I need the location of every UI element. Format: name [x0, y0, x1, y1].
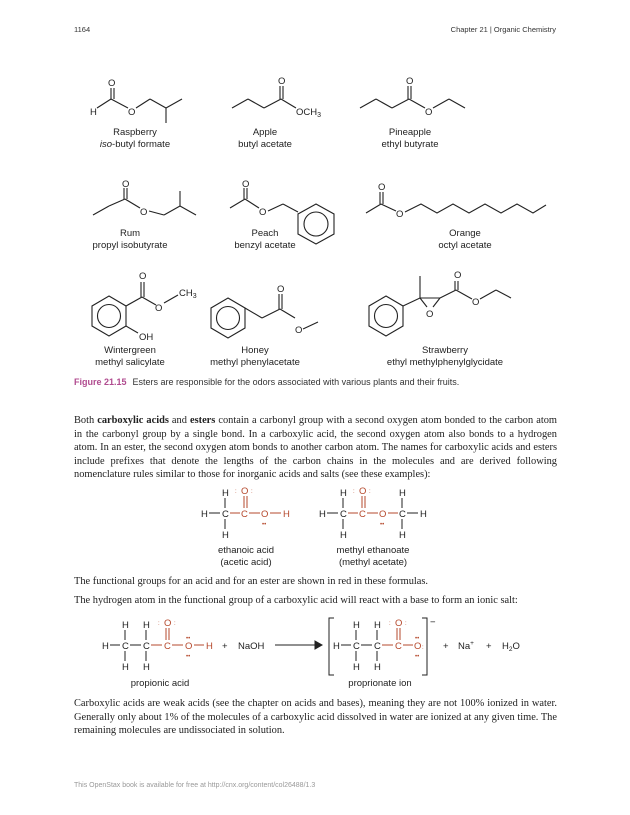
- svg-text::: :: [174, 621, 176, 627]
- svg-text:O: O: [278, 76, 286, 87]
- svg-text:O: O: [472, 297, 480, 308]
- svg-text:C: C: [395, 641, 402, 652]
- svg-text:O: O: [396, 209, 404, 220]
- svg-text:O: O: [395, 618, 403, 629]
- label-apple: Apple butyl acetate: [238, 127, 292, 150]
- svg-text:H: H: [90, 107, 97, 118]
- svg-text:C: C: [399, 509, 406, 520]
- svg-text:H: H: [374, 620, 381, 631]
- page-number: 1164: [74, 25, 91, 34]
- ester-structures-figure: [0, 0, 630, 375]
- structure-apple: [232, 76, 321, 119]
- svg-text:H: H: [143, 662, 150, 673]
- svg-text:−: −: [430, 617, 436, 628]
- paragraph-functional-groups: The functional groups for an acid and for an ester are shown in red in these formulas.: [74, 576, 429, 587]
- svg-text:+: +: [486, 641, 492, 652]
- svg-text:OH: OH: [139, 332, 154, 343]
- svg-text:C: C: [374, 641, 381, 652]
- svg-text:O: O: [242, 179, 250, 190]
- svg-text:H: H: [222, 488, 229, 499]
- svg-text:H: H: [201, 509, 208, 520]
- page-footer: This OpenStax book is available for free at http://cnx.org/content/col26488/1.3: [74, 782, 316, 789]
- svg-text:O: O: [122, 179, 130, 190]
- svg-text::: :: [251, 489, 253, 495]
- svg-text:H: H: [399, 530, 406, 541]
- svg-text:H: H: [222, 530, 229, 541]
- label-strawberry: Strawberry ethyl methylphenylglycidate: [386, 345, 504, 368]
- svg-text:H2O: $H_2O$: [502, 641, 520, 653]
- paragraph-ionic-salt: The hydrogen atom in the functional group of a carboxylic acid will react with a base to form an ionic salt:: [74, 595, 518, 606]
- svg-text:H: H: [340, 530, 347, 541]
- structure-wintergreen: [92, 271, 197, 343]
- svg-text:O: O: [295, 325, 303, 336]
- svg-text:H: H: [353, 662, 360, 673]
- svg-text:H: H: [319, 509, 326, 520]
- svg-text:H: H: [143, 620, 150, 631]
- svg-text:H: H: [420, 509, 427, 520]
- label-ethanoic-acid: ethanoic acid (acetic acid): [218, 545, 274, 568]
- svg-text:O: O: [108, 78, 116, 89]
- svg-text:H: H: [283, 509, 290, 520]
- label-honey: Honey methyl phenylacetate: [210, 345, 300, 368]
- svg-text:O: O: [259, 207, 267, 218]
- svg-text:+: +: [443, 641, 449, 652]
- svg-text:••: ••: [415, 654, 420, 660]
- label-methyl-ethanoate: methyl ethanoate (methyl acetate): [336, 545, 410, 568]
- svg-text:O: O: [378, 182, 386, 193]
- svg-text:C: C: [143, 641, 150, 652]
- svg-text:O: O: [261, 509, 269, 520]
- label-pineapple: Pineapple ethyl butyrate: [381, 127, 439, 150]
- svg-text:O: O: [406, 76, 414, 87]
- svg-text:H: H: [399, 488, 406, 499]
- svg-text:H: H: [122, 620, 129, 631]
- svg-text:O: O: [359, 486, 367, 497]
- svg-text:••: ••: [186, 636, 191, 642]
- svg-text::: :: [235, 489, 237, 495]
- ethanoic-acid-structure: [201, 486, 290, 541]
- svg-text:Na+: Na+: [458, 640, 474, 652]
- svg-text:+: +: [222, 641, 228, 652]
- svg-text:C: C: [122, 641, 129, 652]
- svg-text:C: C: [340, 509, 347, 520]
- svg-text:NaOH: NaOH: [238, 641, 265, 652]
- label-orange: Orange octyl acetate: [438, 228, 492, 251]
- svg-text::: :: [422, 645, 424, 651]
- figure-caption: [74, 377, 459, 387]
- svg-text:C: C: [164, 641, 171, 652]
- structure-honey: [211, 284, 318, 338]
- svg-text:••: ••: [262, 522, 267, 528]
- svg-text:H: H: [333, 641, 340, 652]
- svg-text:H: H: [206, 641, 213, 652]
- structure-strawberry: [369, 270, 511, 336]
- svg-text::: :: [353, 489, 355, 495]
- svg-text::: :: [369, 489, 371, 495]
- svg-text:O: O: [128, 107, 136, 118]
- label-proprionate-ion: proprionate ion: [348, 678, 412, 689]
- svg-text:H: H: [340, 488, 347, 499]
- figure-label: Figure 21.15: [74, 377, 127, 387]
- svg-text:C: C: [359, 509, 366, 520]
- svg-text::: :: [389, 621, 391, 627]
- svg-text:CH3: $CH_3$: [179, 288, 197, 300]
- svg-text:O: O: [139, 271, 147, 282]
- svg-text:C: C: [353, 641, 360, 652]
- acid-ester-examples: [0, 482, 630, 572]
- svg-text::: :: [158, 621, 160, 627]
- running-header: Chapter 21 | Organic Chemistry: [450, 25, 556, 34]
- svg-text:H: H: [122, 662, 129, 673]
- svg-text:••: ••: [380, 522, 385, 528]
- paragraph-intro: Both carboxylic acids and esters contain a carbonyl group with a second oxygen atom bonded to the carbon atom in the carbonyl group by a single bond. In a carboxylic acid, the second oxygen atom also bonds to a hydrogen atom. In an ester, the second oxygen atom bonds to another carbon atom. The names for carboxylic acids and esters include prefixes that denote the lengths of the carbon chains in the molecules and are derived following nomenclature rules similar to those for inorganic acids and salts (see these examples):: [74, 415, 557, 480]
- label-peach: Peach benzyl acetate: [234, 228, 296, 251]
- structure-orange: [366, 182, 546, 220]
- structure-rum: [93, 179, 196, 218]
- svg-text::: :: [405, 621, 407, 627]
- propionate-ion-structure: [333, 618, 424, 673]
- svg-text:O: O: [277, 284, 285, 295]
- svg-text:H: H: [374, 662, 381, 673]
- label-wintergreen: Wintergreen methyl salicylate: [95, 345, 165, 368]
- svg-text:••: ••: [415, 636, 420, 642]
- svg-text:O: O: [140, 207, 148, 218]
- svg-text:••: ••: [186, 654, 191, 660]
- paragraph-weak-acids: Carboxylic acids are weak acids (see the chapter on acids and bases), meaning they are not 100% ionized in water. Generally only about 1% of the molecules of a carboxylic acid dissolved in water are ionized at any given time. The remaining molecules are undissociated in solution.: [74, 698, 557, 736]
- caption-text: Esters are responsible for the odors associated with various plants and their fruits.: [132, 377, 460, 387]
- svg-text:O: O: [454, 270, 462, 281]
- label-propionic-acid: propionic acid: [130, 678, 190, 689]
- label-rum: Rum propyl isobutyrate: [92, 228, 168, 251]
- svg-text:O: O: [426, 309, 434, 320]
- svg-text:C: C: [222, 509, 229, 520]
- methyl-ethanoate-structure: [319, 486, 427, 541]
- svg-text:O: O: [425, 107, 433, 118]
- svg-text:O: O: [241, 486, 249, 497]
- propionic-acid-structure: [102, 618, 213, 673]
- structure-pineapple: [360, 76, 465, 118]
- svg-text:O: O: [414, 641, 422, 652]
- svg-text:O: O: [164, 618, 172, 629]
- svg-text:H: H: [353, 620, 360, 631]
- svg-text:OCH3: $OCH_3$: [296, 107, 322, 119]
- svg-text:O: O: [155, 303, 163, 314]
- reaction-scheme: [0, 613, 630, 683]
- structure-raspberry: [90, 78, 182, 123]
- svg-text:C: C: [241, 509, 248, 520]
- svg-text:O: O: [379, 509, 387, 520]
- svg-text:O: O: [185, 641, 193, 652]
- label-raspberry: Raspberry iso-butyl formate: [99, 127, 171, 150]
- svg-text:H: H: [102, 641, 109, 652]
